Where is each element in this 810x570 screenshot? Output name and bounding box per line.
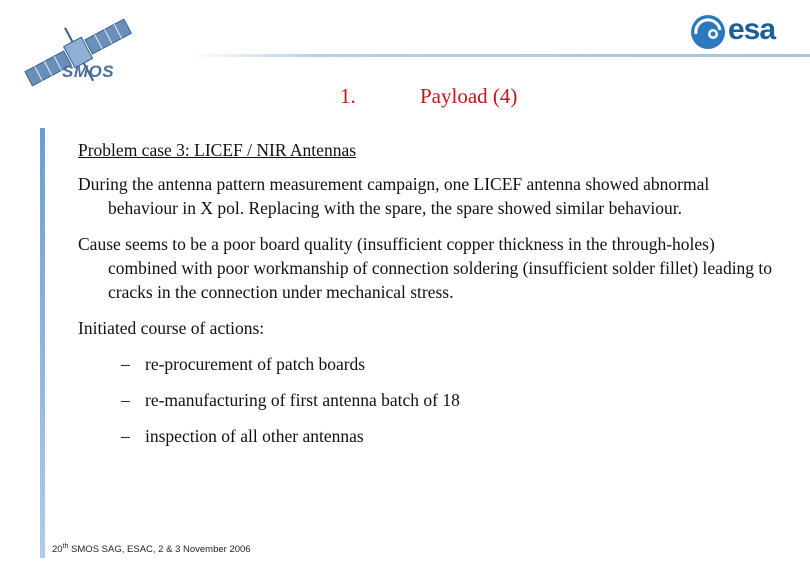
footer-day: 20 (52, 544, 63, 556)
esa-globe-icon (688, 12, 728, 52)
action-item (78, 388, 778, 412)
problem-subtitle: Problem case 3: LICEF / NIR Antennas (78, 140, 357, 160)
title-text: Payload (4) (420, 84, 518, 108)
slide-footer (52, 543, 251, 555)
action-item (78, 352, 778, 376)
header-divider (190, 54, 810, 57)
paragraph-cause: Cause seems to be a poor board quality (insufficient copper thickness in the through-holes) combined with poor workmanship of connection soldering (insufficient solder fillet) leading to cracks in the connection under mechanical stress. (78, 234, 773, 302)
left-accent-bar (40, 128, 45, 558)
slide-title (340, 84, 517, 109)
action-item (78, 424, 778, 448)
title-number: 1. (340, 84, 356, 108)
action-item-text: re-manufacturing of first antenna batch of 18 (145, 390, 460, 410)
slide-body (78, 138, 778, 460)
action-item-text: inspection of all other antennas (145, 426, 364, 446)
action-item-text: re-procurement of patch boards (145, 354, 366, 374)
dash-bullet: – (121, 354, 130, 374)
actions-heading: Initiated course of actions: (78, 318, 265, 338)
paragraph-antenna-measurement: During the antenna pattern measurement campaign, one LICEF antenna showed abnormal behaviour in X pol. Replacing with the spare, the spare showed similar behaviour. (78, 174, 710, 218)
footer-text: SMOS SAG, ESAC, 2 & 3 November 2006 (68, 544, 251, 556)
satellite-icon (18, 14, 148, 100)
smos-logo (18, 14, 148, 100)
esa-logo (688, 12, 800, 54)
dash-bullet: – (121, 426, 130, 446)
dash-bullet: – (121, 390, 130, 410)
smos-logo-text: SMOS (62, 62, 115, 81)
footer-ordinal: th (62, 543, 69, 550)
esa-logo-text: esa (728, 13, 776, 46)
